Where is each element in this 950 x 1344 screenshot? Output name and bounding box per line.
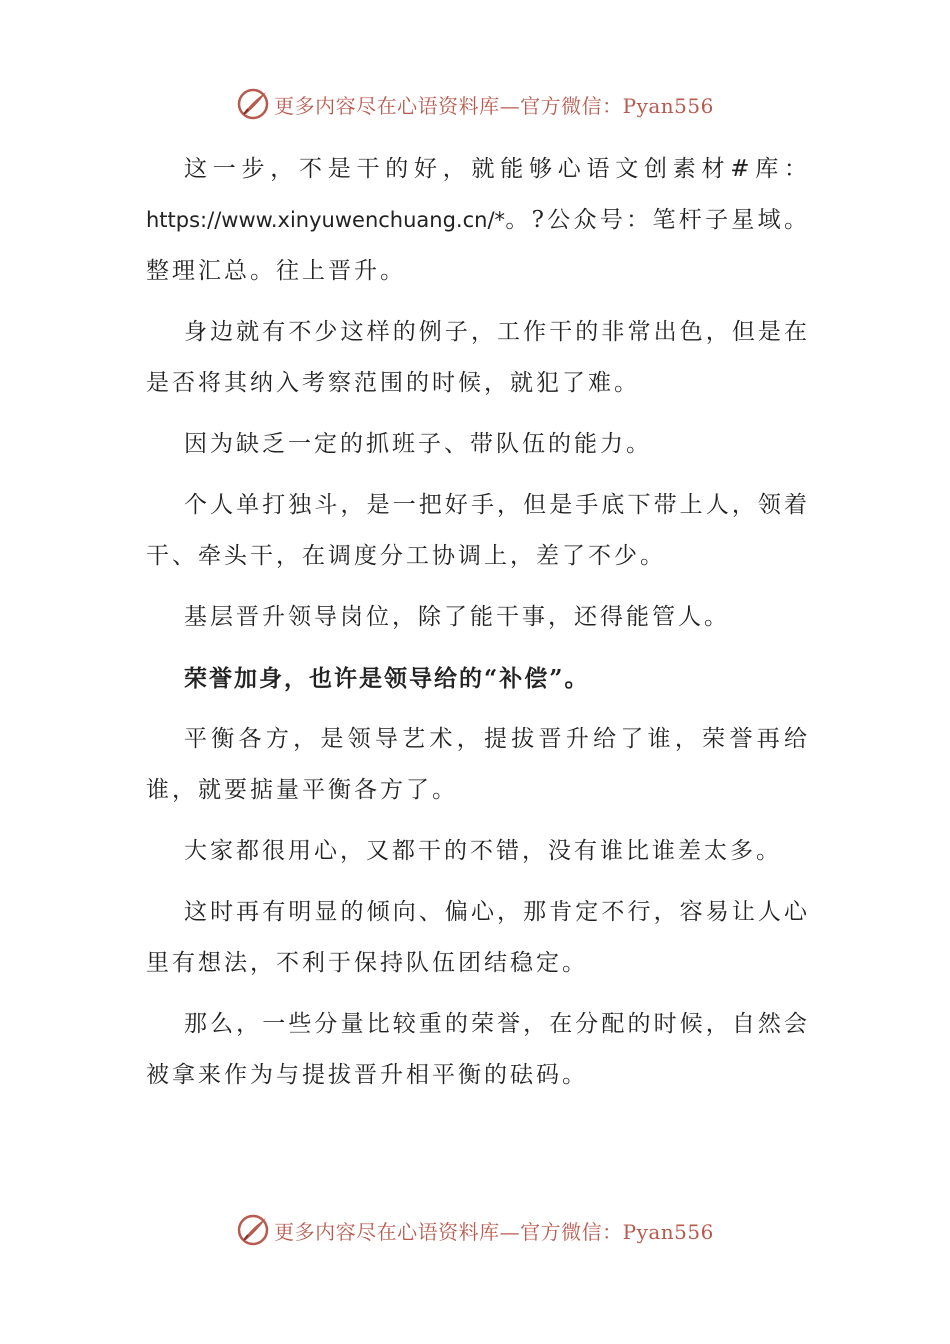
quill-pen-logo-icon xyxy=(236,1213,270,1247)
paragraph-4: 个人单打独斗，是一把好手，但是手底下带上人，领着干、牵头干，在调度分工协调上，差了不少。 xyxy=(146,492,810,569)
paragraph-1: 这一步，不是干的好，就能够心语文创素材#库：https://www.xinyuwenchuang.cn/*。?公众号：笔杆子星域。整理汇总。往上晋升。 xyxy=(146,156,810,284)
section-heading: 荣誉加身，也许是领导给的“补偿”。 xyxy=(184,665,590,692)
document-body xyxy=(146,144,810,1111)
paragraph-9: 那么，一些分量比较重的荣誉，在分配的时候，自然会被拿来作为与提拔晋升相平衡的砝码。 xyxy=(146,1011,810,1088)
header-banner-id: Pyan556 xyxy=(622,93,714,118)
header-banner-text: 更多内容尽在心语资料库—官方微信：Pyan556 xyxy=(274,93,714,118)
footer-banner-text: 更多内容尽在心语资料库—官方微信：Pyan556 xyxy=(274,1219,714,1244)
paragraph-3: 因为缺乏一定的抓班子、带队伍的能力。 xyxy=(184,431,652,457)
quill-pen-logo-icon xyxy=(236,87,270,121)
paragraph-8: 这时再有明显的倾向、偏心，那肯定不行，容易让人心里有想法，不利于保持队伍团结稳定。 xyxy=(146,899,810,976)
footer-banner-id: Pyan556 xyxy=(622,1219,714,1244)
footer-banner xyxy=(0,1210,950,1250)
paragraph-1-url: https://www.xinyuwenchuang.cn/* xyxy=(146,208,506,232)
paragraph-7: 大家都很用心，又都干的不错，没有谁比谁差太多。 xyxy=(184,838,782,864)
paragraph-5: 基层晋升领导岗位，除了能干事，还得能管人。 xyxy=(184,604,730,630)
paragraph-2: 身边就有不少这样的例子，工作干的非常出色，但是在是否将其纳入考察范围的时候，就犯了难。 xyxy=(146,319,810,396)
header-banner xyxy=(0,84,950,124)
paragraph-6: 平衡各方，是领导艺术，提拔晋升给了谁，荣誉再给谁，就要掂量平衡各方了。 xyxy=(146,726,810,803)
